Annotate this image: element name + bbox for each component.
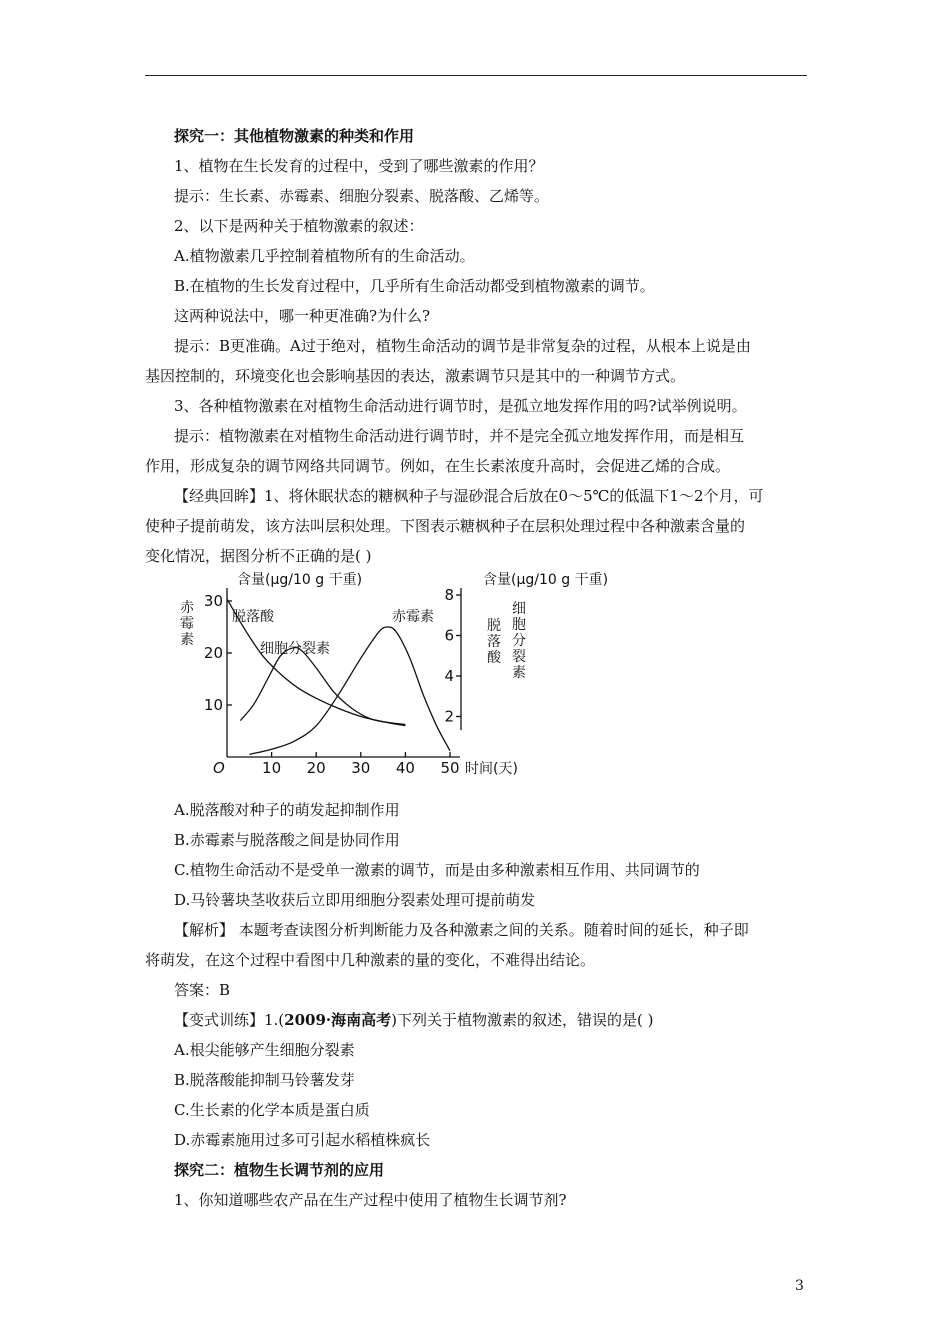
section1-hint-3-line-2: 作用，形成复杂的调节网络共同调节。例如，在生长素浓度升高时，会促进乙烯的合成。: [145, 457, 731, 475]
left-y-tick-label-30: 30: [203, 592, 223, 610]
review-option-b: B.赤霉素与脱落酸之间是协同作用: [174, 831, 400, 849]
section1-question-2: 2、以下是两种关于植物激素的叙述：: [174, 217, 424, 235]
x-origin-label: O: [213, 759, 225, 777]
x-tick-label-10: 10: [262, 759, 282, 777]
right-axis-name-cytokinin-char-3: 分: [512, 633, 526, 649]
hormone-content-chart: [180, 560, 609, 785]
left-axis-name-char-2: 霉: [180, 616, 194, 632]
right-axis-name-cytokinin: [512, 601, 526, 681]
right-y-tick-label-6: 6: [444, 626, 454, 645]
review-question-line-3: 变化情况，据图分析不正确的是( ): [145, 547, 372, 565]
section1-question-2-prompt: 这两种说法中，哪一种更准确?为什么?: [174, 307, 431, 325]
review-answer: 答案：B: [174, 981, 231, 999]
right-axis-name-abscisic-acid-char-2: 落: [487, 634, 501, 650]
variant-option-c: C.生长素的化学本质是蛋白质: [174, 1101, 370, 1119]
review-question-line-2: 使种子提前萌发，该方法叫层积处理。下图表示糖枫种子在层积处理过程中各种激素含量的: [145, 517, 746, 535]
left-y-tick-label-10: 10: [203, 696, 223, 714]
review-option-a: A.脱落酸对种子的萌发起抑制作用: [174, 801, 400, 819]
section2-title: 探究二：植物生长调节剂的应用: [174, 1161, 385, 1179]
right-y-tick-label-8: 8: [444, 586, 454, 604]
curve-label-cytokinin: 细胞分裂素: [260, 641, 330, 657]
variant-prefix: 【变式训练】1.(: [174, 1011, 285, 1029]
curve-label-gibberellin: 赤霉素: [392, 609, 434, 625]
review-option-c: C.植物生命活动不是受单一激素的调节，而是由多种激素相互作用、共同调节的: [174, 861, 700, 879]
variant-option-b: B.脱落酸能抑制马铃薯发芽: [174, 1071, 355, 1089]
review-analysis-line-2: 将萌发，在这个过程中看图中几种激素的量的变化，不难得出结论。: [145, 951, 596, 969]
curve-label-abscisic-acid: 脱落酸: [232, 609, 274, 625]
section1-hint-1: 提示：生长素、赤霉素、细胞分裂素、脱落酸、乙烯等。: [174, 187, 550, 205]
right-axis-name-abscisic-acid: [487, 618, 502, 666]
section1-hint-3-line-1: 提示：植物激素在对植物生命活动进行调节时，并不是完全孤立地发挥作用，而是相互: [174, 427, 745, 445]
right-axis-name-cytokinin-char-5: 素: [512, 665, 526, 681]
section1-statement-a: A.植物激素几乎控制着植物所有的生命活动。: [174, 247, 475, 265]
section1-question-3: 3、各种植物激素在对植物生命活动进行调节时，是孤立地发挥作用的吗?试举例说明。: [174, 397, 747, 415]
section2-question-1: 1、你知道哪些农产品在生产过程中使用了植物生长调节剂?: [174, 1191, 567, 1209]
variant-source: 2009·海南高考: [284, 1011, 392, 1029]
right-y-tick-label-4: 4: [444, 667, 454, 685]
variant-option-a: A.根尖能够产生细胞分裂素: [174, 1041, 355, 1059]
right-y-tick-label-2: 2: [444, 707, 454, 726]
page-number: 3: [795, 1278, 804, 1294]
left-axis-name-char-1: 赤: [180, 600, 194, 616]
section1-statement-b: B.在植物的生长发育过程中，几乎所有生命活动都受到植物激素的调节。: [174, 277, 655, 295]
left-axis-unit-label: 含量(μg/10 g 干重): [237, 572, 363, 588]
left-y-tick-label-20: 20: [203, 644, 223, 662]
variant-option-d: D.赤霉素施用过多可引起水稻植株疯长: [174, 1131, 431, 1149]
x-axis-label: 时间(天): [465, 761, 518, 777]
section1-hint-2-line-1: 提示：B更准确。A过于绝对，植物生命活动的调节是非常复杂的过程，从根本上说是由: [174, 337, 751, 355]
review-question-line-1: 【经典回眸】1、将休眠状态的糖枫种子与湿砂混合后放在0～5℃的低温下1～2个月，可: [174, 487, 764, 505]
x-tick-label-50: 50: [440, 759, 460, 777]
section1-title: 探究一：其他植物激素的种类和作用: [174, 127, 415, 145]
left-axis-name-char-3: 素: [180, 632, 194, 648]
right-axis-name-cytokinin-char-1: 细: [512, 601, 526, 617]
right-axis-name-abscisic-acid-char-3: 酸: [487, 650, 501, 666]
review-analysis-line-1: 【解析】 本题考查读图分析判断能力及各种激素之间的关系。随着时间的延长，种子即: [174, 921, 749, 939]
review-option-d: D.马铃薯块茎收获后立即用细胞分裂素处理可提前萌发: [174, 891, 536, 909]
section1-question-1: 1、植物在生长发育的过程中，受到了哪些激素的作用？: [174, 157, 544, 175]
variant-question: [174, 1010, 653, 1030]
header-rule: [145, 75, 807, 76]
right-axis-name-abscisic-acid-char-1: 脱: [487, 618, 501, 634]
variant-suffix: )下列关于植物激素的叙述，错误的是( ): [391, 1011, 654, 1029]
x-tick-label-20: 20: [306, 759, 326, 777]
right-axis-name-cytokinin-char-2: 胞: [512, 617, 526, 633]
right-axis-name-cytokinin-char-4: 裂: [512, 649, 526, 665]
x-tick-label-30: 30: [351, 759, 371, 777]
right-axis-unit-label: 含量(μg/10 g 干重): [483, 572, 609, 588]
x-tick-label-40: 40: [395, 759, 415, 777]
section1-hint-2-line-2: 基因控制的，环境变化也会影响基因的表达，激素调节只是其中的一种调节方式。: [145, 367, 686, 385]
